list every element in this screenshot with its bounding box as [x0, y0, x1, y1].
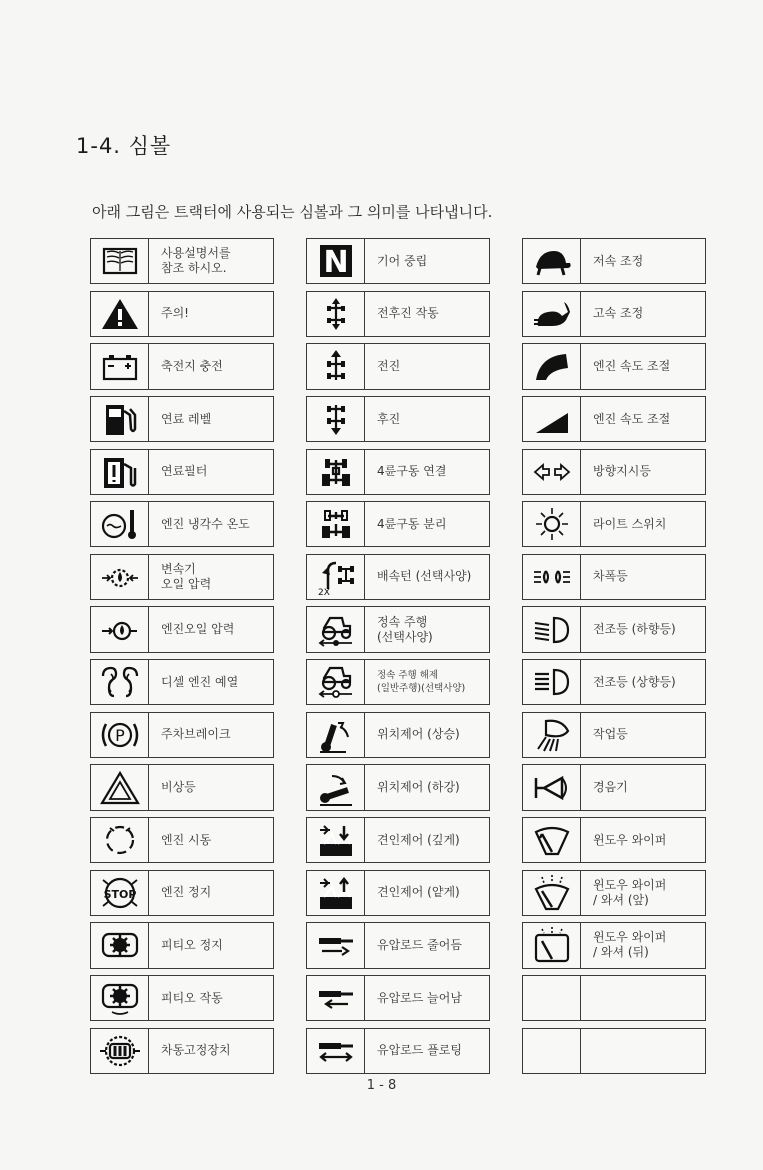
symbol-cell — [306, 238, 490, 284]
symbol-label: 비상등 — [161, 780, 196, 795]
rear-washer-icon — [523, 923, 581, 967]
symbol-label: 주차브레이크 — [161, 727, 231, 742]
symbol-cell — [90, 817, 274, 863]
symbol-cell — [522, 712, 706, 758]
symbol-cell — [522, 291, 706, 337]
svg-text:P: P — [114, 725, 125, 745]
symbol-cell — [90, 659, 274, 705]
symbol-label: 엔진 속도 조절 — [593, 358, 671, 373]
empty-icon — [523, 976, 581, 1020]
symbol-cell — [306, 922, 490, 968]
symbol-label: 축전지 충전 — [161, 358, 223, 373]
cylinder-retract-icon — [307, 923, 365, 967]
symbol-cell — [90, 764, 274, 810]
pto-engage-icon — [91, 976, 149, 1020]
glow-plug-icon — [91, 660, 149, 704]
symbol-label: 주의! — [161, 306, 189, 321]
engine-speed-ramp-icon — [523, 397, 581, 441]
symbol-label: 윈도우 와이퍼 / 와셔 (앞) — [593, 877, 667, 907]
svg-text:2X: 2X — [317, 587, 330, 595]
symbol-cell — [522, 764, 706, 810]
symbol-cell — [522, 922, 706, 968]
symbol-label: 방향지시등 — [593, 464, 651, 479]
symbol-label: 엔진오일 압력 — [161, 622, 235, 637]
symbol-cell — [306, 712, 490, 758]
symbol-cell — [90, 501, 274, 547]
symbol-label: 견인제어 (깊게) — [377, 832, 460, 847]
svg-text:STOP: STOP — [103, 887, 136, 901]
neutral-icon — [307, 239, 365, 283]
symbol-cell — [306, 396, 490, 442]
cruise-release-icon — [307, 660, 365, 704]
position-control-down-icon — [307, 765, 365, 809]
forward-reverse-icon — [307, 292, 365, 336]
low-beam-icon — [523, 607, 581, 651]
symbol-label: 차동고정장치 — [161, 1043, 231, 1058]
symbol-label: 후진 — [377, 411, 401, 426]
symbol-cell — [306, 291, 490, 337]
hazard-icon — [91, 765, 149, 809]
symbol-cell — [306, 870, 490, 916]
draft-control-shallow-icon — [307, 871, 365, 915]
symbol-cell — [522, 817, 706, 863]
symbol-label: 연료필터 — [161, 464, 208, 479]
symbol-grid — [90, 238, 706, 1074]
symbol-cell — [522, 343, 706, 389]
cylinder-float-icon — [307, 1029, 365, 1073]
symbol-cell — [90, 238, 274, 284]
symbol-label: 엔진 냉각수 온도 — [161, 516, 250, 531]
symbol-cell — [306, 975, 490, 1021]
symbol-label: 유압로드 플로팅 — [377, 1043, 462, 1058]
symbol-cell — [522, 606, 706, 652]
empty-icon — [523, 1029, 581, 1073]
symbol-label: 엔진 속도 조절 — [593, 411, 671, 426]
symbol-label: 배속턴 (선택사양) — [377, 569, 472, 584]
symbol-cell — [90, 870, 274, 916]
symbol-label: 유압로드 줄어듬 — [377, 937, 462, 952]
battery-icon — [91, 344, 149, 388]
symbol-cell — [306, 343, 490, 389]
engine-speed-curve-icon — [523, 344, 581, 388]
engine-oil-pressure-icon — [91, 607, 149, 651]
fuel-filter-icon — [91, 450, 149, 494]
symbol-label: 유압로드 늘어남 — [377, 990, 462, 1005]
symbol-cell — [306, 501, 490, 547]
symbol-label: 디셀 엔진 예열 — [161, 674, 239, 689]
symbol-cell — [306, 1028, 490, 1074]
front-washer-icon — [523, 871, 581, 915]
symbol-cell — [522, 554, 706, 600]
symbol-label — [581, 976, 705, 1020]
symbol-cell — [90, 606, 274, 652]
symbol-cell — [90, 396, 274, 442]
transmission-oil-icon — [91, 555, 149, 599]
symbol-cell — [90, 712, 274, 758]
symbol-cell — [522, 449, 706, 495]
symbol-label: 차폭등 — [593, 569, 628, 584]
high-beam-icon — [523, 660, 581, 704]
symbol-label: 연료 레벨 — [161, 411, 212, 426]
symbol-cell — [90, 449, 274, 495]
symbol-label: 고속 조정 — [593, 306, 644, 321]
symbol-cell — [90, 291, 274, 337]
fuel-pump-icon — [91, 397, 149, 441]
symbol-label: 경음기 — [593, 780, 628, 795]
symbol-label: 견인제어 (얕게) — [377, 885, 460, 900]
symbol-cell — [90, 343, 274, 389]
draft-control-deep-icon — [307, 818, 365, 862]
symbol-label: 전진 — [377, 358, 401, 373]
page-number: 1 - 8 — [366, 1078, 397, 1093]
symbol-label: 피티오 작동 — [161, 990, 223, 1005]
symbol-label — [581, 1029, 705, 1073]
symbol-cell — [90, 1028, 274, 1074]
symbol-label: 정속 주행 해제 (일반주행)(선택사양) — [377, 670, 466, 695]
symbol-label: 피티오 정지 — [161, 937, 223, 952]
forward-icon — [307, 344, 365, 388]
symbol-label: 위치제어 (하강) — [377, 780, 460, 795]
symbol-label: 사용설명서를 참조 하시오. — [161, 246, 231, 276]
differential-lock-icon — [91, 1029, 149, 1073]
pto-stop-icon — [91, 923, 149, 967]
turn-signal-icon — [523, 450, 581, 494]
symbol-cell — [522, 238, 706, 284]
engine-stop-icon — [91, 871, 149, 915]
symbol-cell — [306, 817, 490, 863]
symbol-label: 엔진 시동 — [161, 832, 212, 847]
horn-icon — [523, 765, 581, 809]
symbol-label: 위치제어 (상승) — [377, 727, 460, 742]
work-light-icon — [523, 713, 581, 757]
symbol-cell — [522, 975, 706, 1021]
warning-triangle-icon — [91, 292, 149, 336]
symbol-label: 4륜구동 연결 — [377, 464, 447, 479]
position-control-up-icon — [307, 713, 365, 757]
symbol-cell — [522, 1028, 706, 1074]
reverse-icon — [307, 397, 365, 441]
symbol-label: 라이트 스위치 — [593, 516, 667, 531]
symbol-label: 윈도우 와이퍼 / 와셔 (뒤) — [593, 930, 667, 960]
engine-start-icon — [91, 818, 149, 862]
symbol-label: 전후진 작동 — [377, 306, 439, 321]
symbol-label: 윈도우 와이퍼 — [593, 832, 667, 847]
symbol-label: 저속 조정 — [593, 253, 644, 268]
symbol-label: 정속 주행 (선택사양) — [377, 614, 433, 644]
coolant-temperature-icon — [91, 502, 149, 546]
symbol-label: 엔진 정지 — [161, 885, 212, 900]
rabbit-icon — [523, 292, 581, 336]
symbol-cell — [306, 764, 490, 810]
turtle-icon — [523, 239, 581, 283]
intro-text: 아래 그림은 트랙터에 사용되는 심볼과 그 의미를 나타냅니다. — [92, 203, 493, 221]
parking-brake-icon — [91, 713, 149, 757]
double-speed-turn-icon — [307, 555, 365, 599]
symbol-label: 4륜구동 분리 — [377, 516, 447, 531]
symbol-label: 전조등 (하향등) — [593, 622, 676, 637]
light-switch-icon — [523, 502, 581, 546]
cylinder-extend-icon — [307, 976, 365, 1020]
side-marker-lamp-icon — [523, 555, 581, 599]
symbol-cell — [90, 975, 274, 1021]
symbol-cell — [522, 870, 706, 916]
symbol-label: 변속기 오일 압력 — [161, 561, 212, 591]
symbol-label: 전조등 (상향등) — [593, 674, 676, 689]
symbol-label: 작업등 — [593, 727, 628, 742]
svg-text:N: N — [322, 245, 349, 280]
symbol-cell — [306, 554, 490, 600]
symbol-cell — [90, 554, 274, 600]
wiper-icon — [523, 818, 581, 862]
symbol-cell — [522, 396, 706, 442]
symbol-cell — [306, 659, 490, 705]
symbol-cell — [306, 449, 490, 495]
symbol-cell — [522, 659, 706, 705]
cruise-control-icon — [307, 607, 365, 651]
section-title: 1-4. 심볼 — [76, 134, 172, 158]
4wd-disengage-icon — [307, 502, 365, 546]
symbol-cell — [306, 606, 490, 652]
symbol-label: 기어 중립 — [377, 253, 428, 268]
manual-book-icon — [91, 239, 149, 283]
symbol-cell — [522, 501, 706, 547]
4wd-engage-icon — [307, 450, 365, 494]
symbol-cell — [90, 922, 274, 968]
